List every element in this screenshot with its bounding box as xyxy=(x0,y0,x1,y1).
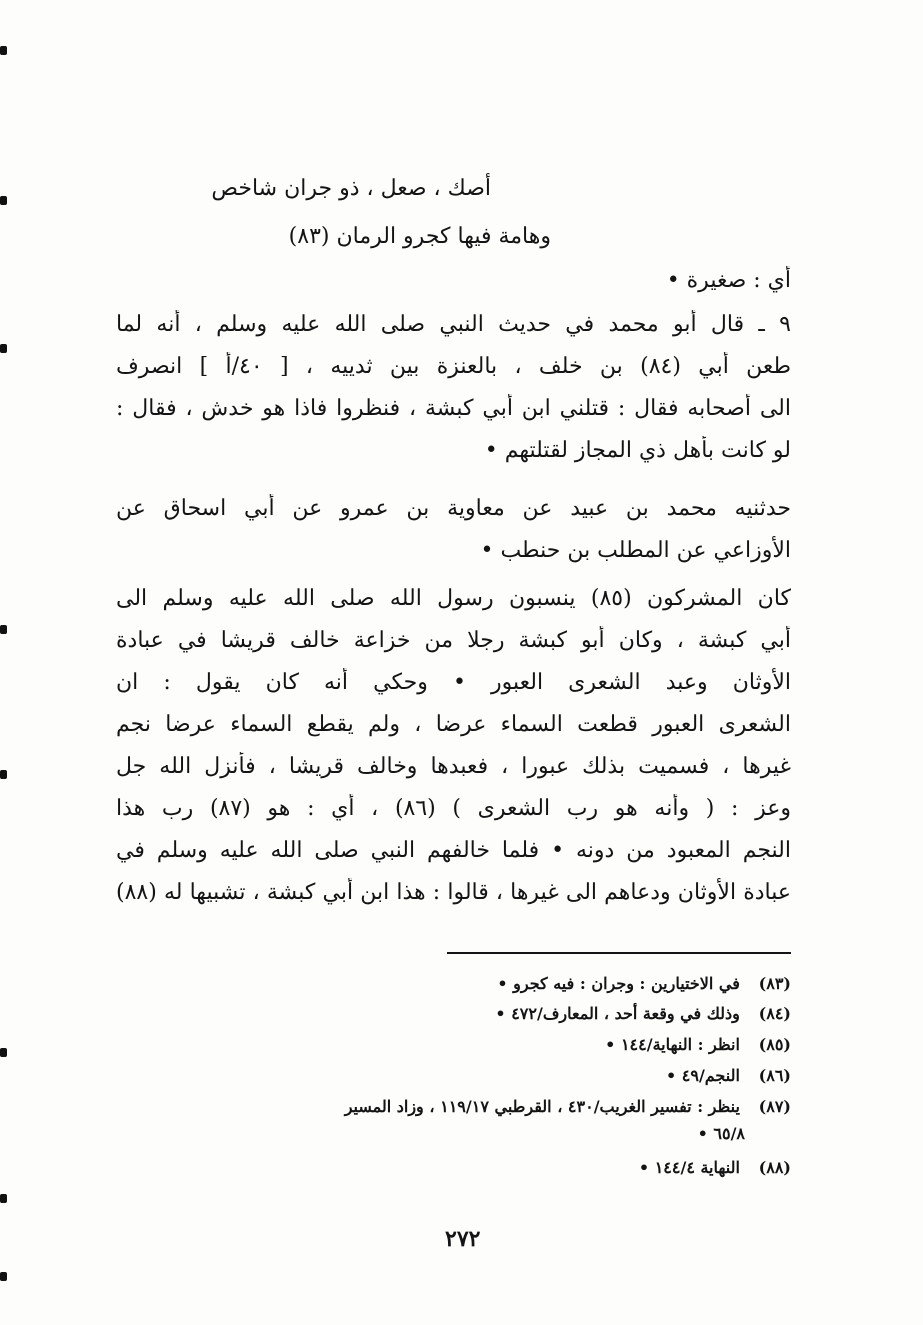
verse-line-2: وهامة فيها كجرو الرمان (٨٣) xyxy=(288,224,551,249)
footnote-text: النجم/٤٩ • xyxy=(665,1066,740,1085)
footnote-separator xyxy=(447,952,791,954)
body-line: حدثنيه محمد بن عبيد عن معاوية بن عمرو عن أبي اسحاق عن xyxy=(116,496,791,521)
body-line: أبي كبشة ، وكان أبو كبشة رجلا من خزاعة خالف قريشا في عبادة xyxy=(116,628,791,653)
body-line: أي : صغيرة • xyxy=(666,268,791,293)
footnote xyxy=(131,1062,791,1090)
footnote-text: ينظر : تفسير الغريب/٤٣٠ ، القرطبي ١١٩/١٧ ، وزاد المسير xyxy=(344,1097,740,1116)
footnote-text: انظر : النهاية/١٤٤ • xyxy=(605,1035,740,1054)
body-line: الأوزاعي عن المطلب بن حنطب • xyxy=(480,538,791,563)
body-line: ٩ ـ قال أبو محمد في حديث النبي صلى الله عليه وسلم ، أنه لما xyxy=(116,312,791,337)
footnote xyxy=(131,1031,791,1059)
footnote-number: (٨٤) xyxy=(758,1004,791,1023)
footnote-text: وذلك في وقعة أحد ، المعارف/٤٧٢ • xyxy=(495,1004,740,1023)
body-line: الى أصحابه فقال : قتلني ابن أبي كبشة ، فنظروا فاذا هو خدش ، فقال : xyxy=(116,396,791,421)
body-line: طعن أبي (٨٤) بن خلف ، بالعنزة بين ثدييه ، [ ٤٠/أ ] انصرف xyxy=(116,354,791,379)
footnote-number: (٨٨) xyxy=(758,1158,791,1177)
page-number: ٢٧٢ xyxy=(445,1226,481,1252)
footnote-continuation: ٦٥/٨ • xyxy=(697,1124,745,1143)
footnote-text: في الاختيارين : وجران : فيه كجرو • xyxy=(497,974,740,993)
footnote-text: النهاية ١٤٤/٤ • xyxy=(638,1158,740,1177)
body-line: النجم المعبود من دونه • فلما خالفهم النبي صلى الله عليه وسلم في xyxy=(116,838,791,863)
body-line: الشعرى العبور قطعت السماء عرضا ، ولم يقطع السماء عرضا نجم xyxy=(116,712,791,737)
footnote xyxy=(131,1093,791,1121)
footnote-number: (٨٣) xyxy=(758,974,791,993)
footnote xyxy=(131,970,791,998)
footnote-number: (٨٥) xyxy=(758,1035,791,1054)
body-line: كان المشركون (٨٥) ينسبون رسول الله صلى الله عليه وسلم الى xyxy=(116,586,791,611)
body-line: وعز : ( وأنه هو رب الشعرى ) (٨٦) ، أي : هو (٨٧) رب هذا xyxy=(116,796,791,821)
footnote xyxy=(131,1000,791,1028)
footnote-number: (٨٧) xyxy=(758,1097,791,1116)
footnote xyxy=(131,1154,791,1182)
body-line: لو كانت بأهل ذي المجاز لقتلتهم • xyxy=(484,438,791,463)
body-line: عبادة الأوثان ودعاهم الى غيرها ، قالوا : هذا ابن أبي كبشة ، تشبيها له (٨٨) xyxy=(116,880,791,905)
body-line: غيرها ، فسميت بذلك عبورا ، فعبدها وخالف قريشا ، فأنزل الله جل xyxy=(116,754,791,779)
footnote-number: (٨٦) xyxy=(758,1066,791,1085)
verse-line-1: أصك ، صعل ، ذو جران شاخص xyxy=(211,176,491,201)
body-line: الأوثان وعبد الشعرى العبور • وحكي أنه كان يقول : ان xyxy=(116,670,791,695)
